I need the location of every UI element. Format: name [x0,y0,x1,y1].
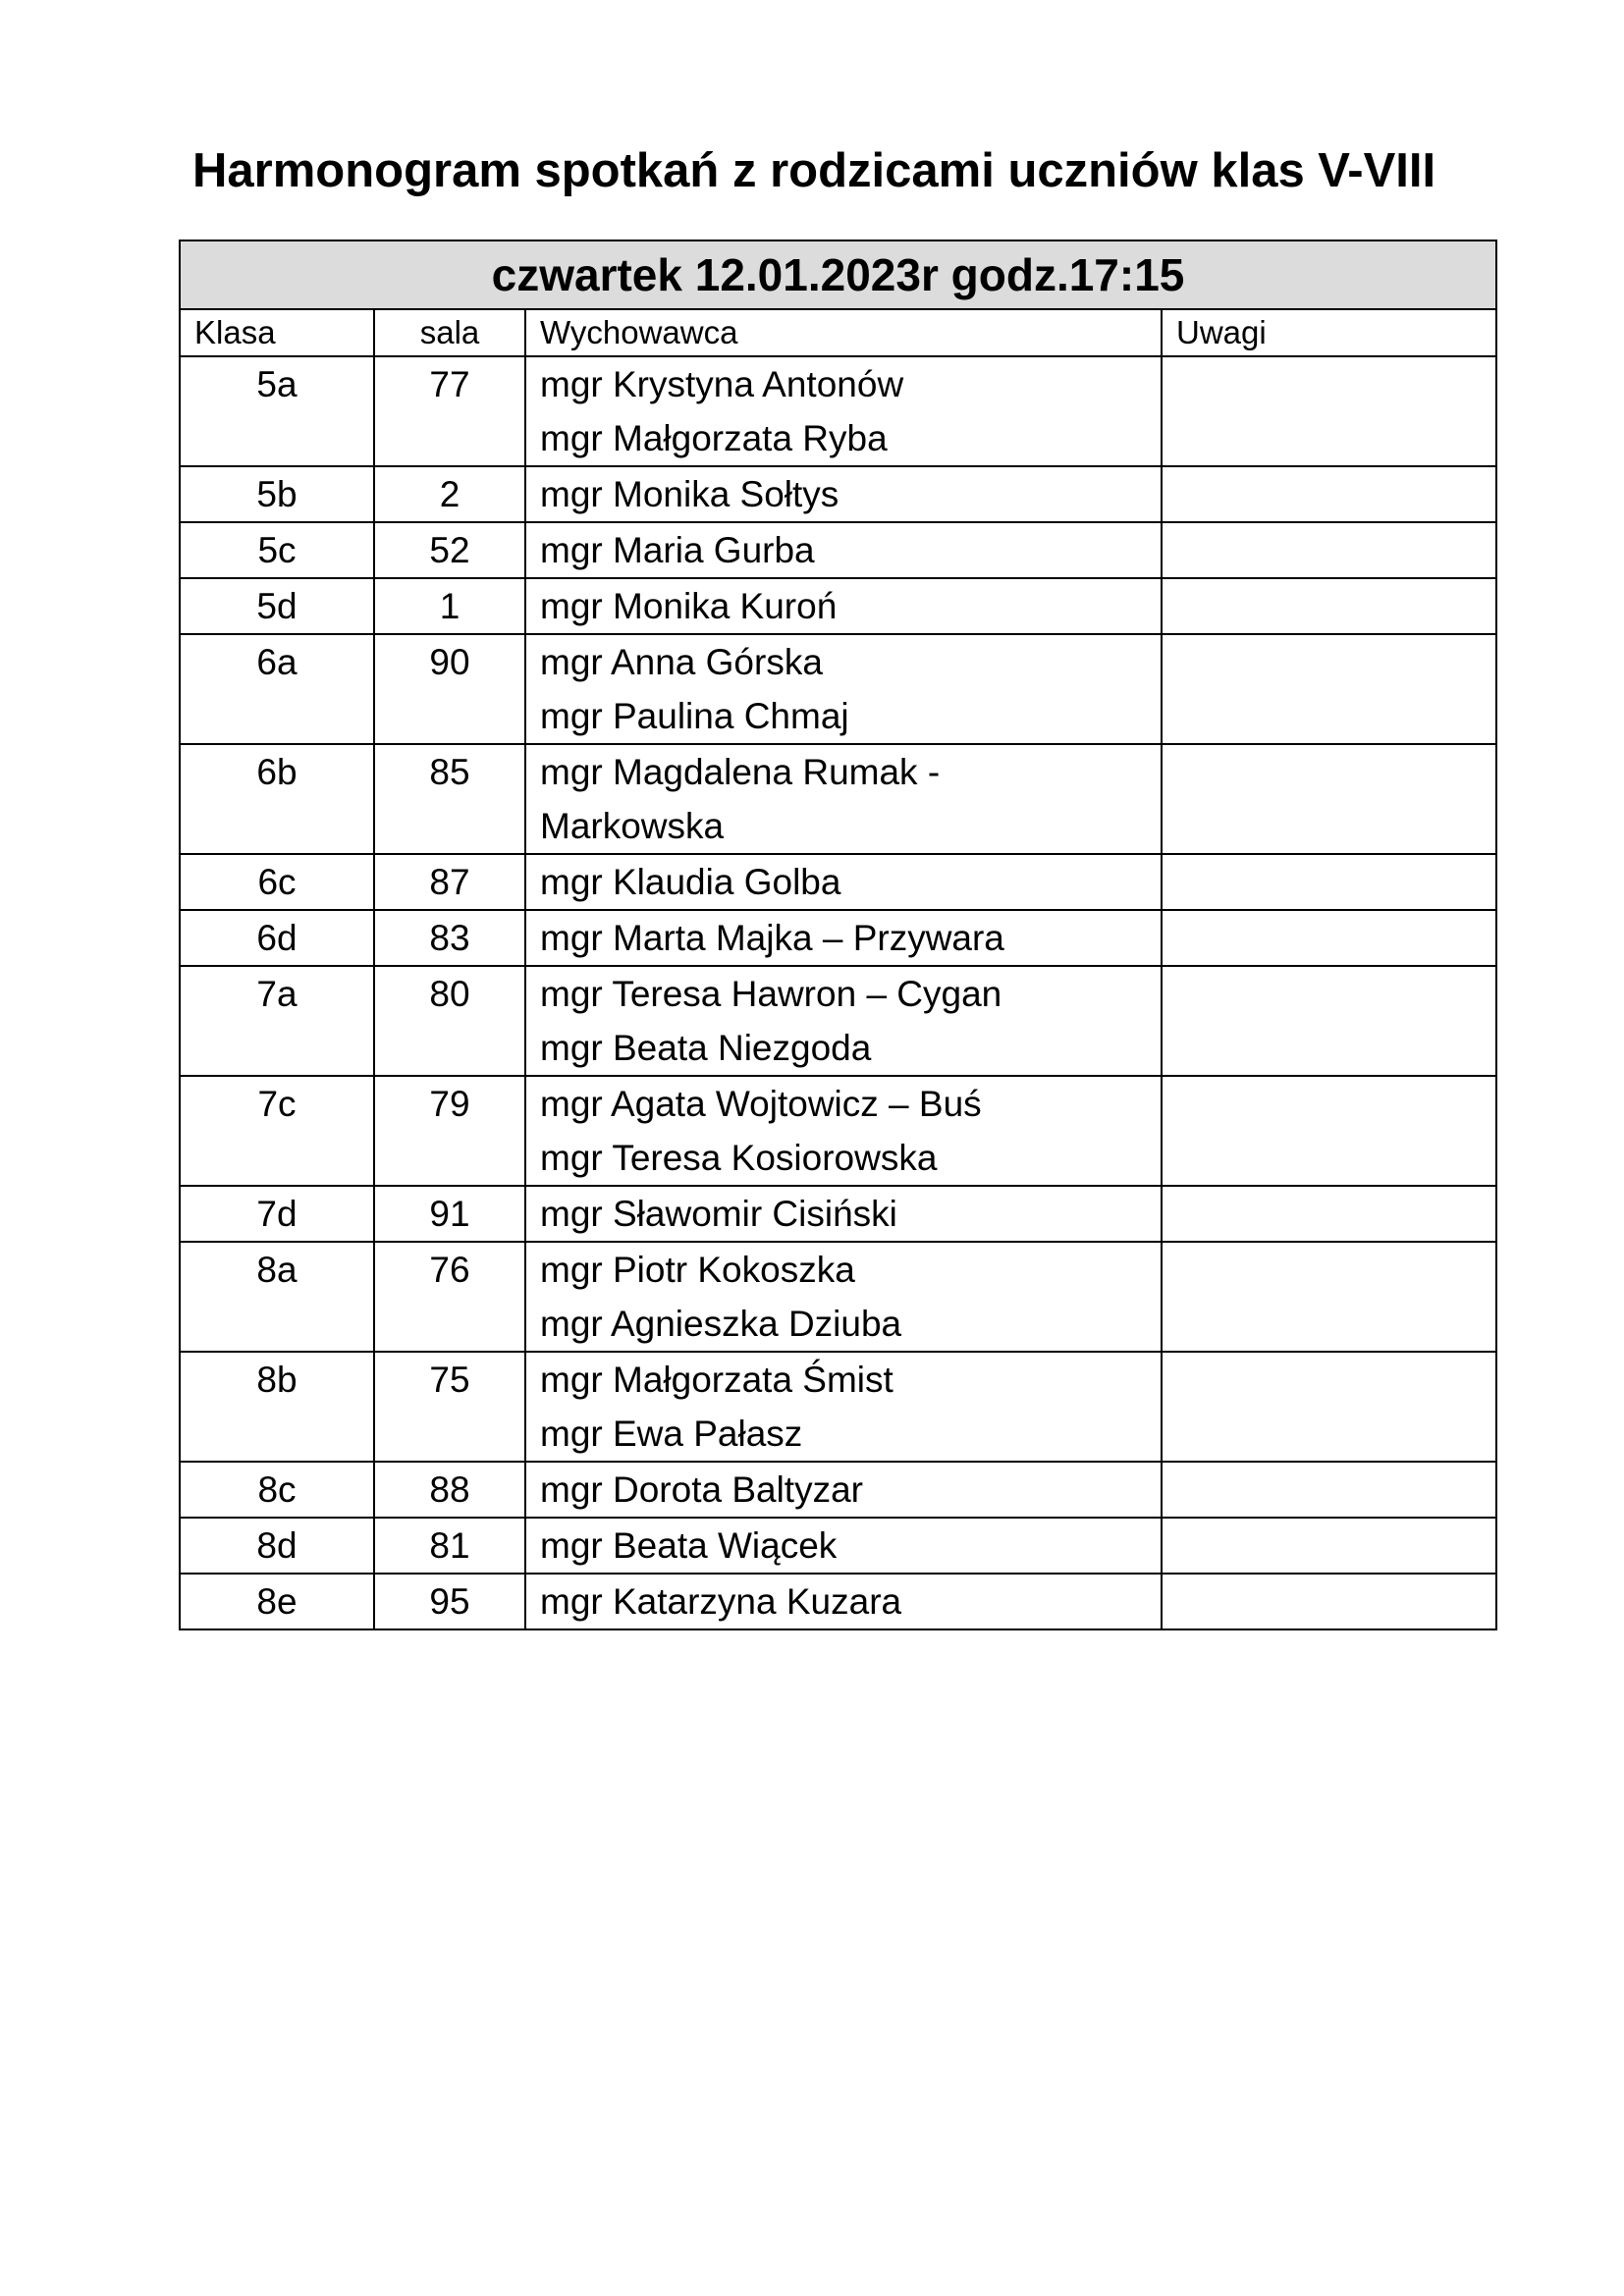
uwagi-cell [1162,356,1496,466]
uwagi-cell [1162,966,1496,1076]
column-header-sala: sala [374,309,525,356]
teacher-name: mgr Krystyna Antonów [540,364,904,404]
wychowawca-cell [525,578,1162,634]
wychowawca-cell [525,634,1162,744]
klasa-cell: 6a [180,634,374,744]
klasa-cell: 7c [180,1076,374,1186]
page-title: Harmonogram spotkań z rodzicami uczniów klas V-VIII [192,144,1436,197]
klasa-cell: 5b [180,466,374,522]
table-row [180,578,1496,634]
meeting-date-banner: czwartek 12.01.2023r godz.17:15 [180,240,1496,309]
uwagi-cell [1162,1574,1496,1629]
klasa-cell: 5d [180,578,374,634]
teacher-name: mgr Klaudia Golba [540,862,841,902]
teacher-name: mgr Agnieszka Dziuba [540,1304,902,1344]
klasa-cell: 5c [180,522,374,578]
wychowawca-cell [525,1574,1162,1629]
table-row [180,356,1496,466]
sala-cell: 95 [374,1574,525,1629]
uwagi-cell [1162,744,1496,854]
sala-cell: 91 [374,1186,525,1242]
table-row [180,1574,1496,1629]
wychowawca-cell [525,522,1162,578]
teacher-name: mgr Piotr Kokoszka [540,1250,855,1290]
wychowawca-cell [525,1242,1162,1352]
table-row [180,1076,1496,1186]
sala-cell: 88 [374,1462,525,1518]
banner-row [180,240,1496,309]
teacher-name: mgr Teresa Kosiorowska [540,1138,938,1178]
table-row [180,466,1496,522]
table-row [180,1186,1496,1242]
sala-cell: 79 [374,1076,525,1186]
wychowawca-cell [525,1352,1162,1462]
uwagi-cell [1162,854,1496,910]
klasa-cell: 8d [180,1518,374,1574]
wychowawca-cell [525,466,1162,522]
wychowawca-cell [525,966,1162,1076]
wychowawca-cell [525,744,1162,854]
uwagi-cell [1162,1242,1496,1352]
klasa-cell: 8e [180,1574,374,1629]
teacher-name: mgr Monika Kuroń [540,586,838,626]
sala-cell: 81 [374,1518,525,1574]
uwagi-cell [1162,1186,1496,1242]
table-row [180,1352,1496,1462]
teacher-name: mgr Magdalena Rumak - [540,752,941,792]
table-row [180,744,1496,854]
table-row [180,1242,1496,1352]
teacher-name: mgr Sławomir Cisiński [540,1194,897,1234]
teacher-name: mgr Anna Górska [540,642,823,682]
sala-cell: 83 [374,910,525,966]
sala-cell: 75 [374,1352,525,1462]
column-header-row [180,309,1496,356]
table-row [180,966,1496,1076]
uwagi-cell [1162,1076,1496,1186]
klasa-cell: 8c [180,1462,374,1518]
teacher-name: Markowska [540,806,725,846]
wychowawca-cell [525,854,1162,910]
uwagi-cell [1162,634,1496,744]
table-row [180,1462,1496,1518]
wychowawca-cell [525,1186,1162,1242]
teacher-name: mgr Małgorzata Śmist [540,1360,893,1400]
klasa-cell: 7d [180,1186,374,1242]
schedule-table [179,240,1497,1630]
klasa-cell: 8a [180,1242,374,1352]
teacher-name: mgr Marta Majka – Przywara [540,918,1004,958]
wychowawca-cell [525,910,1162,966]
schedule-body [180,356,1496,1629]
uwagi-cell [1162,1352,1496,1462]
teacher-name: mgr Ewa Pałasz [540,1414,803,1454]
wychowawca-cell [525,356,1162,466]
wychowawca-cell [525,1518,1162,1574]
sala-cell: 90 [374,634,525,744]
uwagi-cell [1162,466,1496,522]
klasa-cell: 6c [180,854,374,910]
teacher-name: mgr Maria Gurba [540,530,815,570]
table-row [180,854,1496,910]
column-header-wychowawca: Wychowawca [525,309,1162,356]
table-row [180,634,1496,744]
klasa-cell: 5a [180,356,374,466]
teacher-name: mgr Agata Wojtowicz – Buś [540,1084,982,1124]
sala-cell: 76 [374,1242,525,1352]
klasa-cell: 6d [180,910,374,966]
uwagi-cell [1162,1518,1496,1574]
sala-cell: 87 [374,854,525,910]
teacher-name: mgr Katarzyna Kuzara [540,1581,902,1622]
column-header-klasa: Klasa [180,309,374,356]
uwagi-cell [1162,1462,1496,1518]
sala-cell: 52 [374,522,525,578]
table-row [180,1518,1496,1574]
teacher-name: mgr Beata Niezgoda [540,1028,872,1068]
table-row [180,522,1496,578]
sala-cell: 1 [374,578,525,634]
teacher-name: mgr Dorota Baltyzar [540,1469,863,1510]
wychowawca-cell [525,1076,1162,1186]
klasa-cell: 6b [180,744,374,854]
teacher-name: mgr Teresa Hawron – Cygan [540,974,1002,1014]
sala-cell: 85 [374,744,525,854]
teacher-name: mgr Monika Sołtys [540,474,839,514]
column-header-uwagi: Uwagi [1162,309,1496,356]
sala-cell: 2 [374,466,525,522]
klasa-cell: 7a [180,966,374,1076]
uwagi-cell [1162,910,1496,966]
sala-cell: 80 [374,966,525,1076]
klasa-cell: 8b [180,1352,374,1462]
teacher-name: mgr Małgorzata Ryba [540,418,888,458]
teacher-name: mgr Paulina Chmaj [540,696,849,736]
sala-cell: 77 [374,356,525,466]
table-row [180,910,1496,966]
uwagi-cell [1162,522,1496,578]
wychowawca-cell [525,1462,1162,1518]
uwagi-cell [1162,578,1496,634]
teacher-name: mgr Beata Wiącek [540,1525,838,1566]
